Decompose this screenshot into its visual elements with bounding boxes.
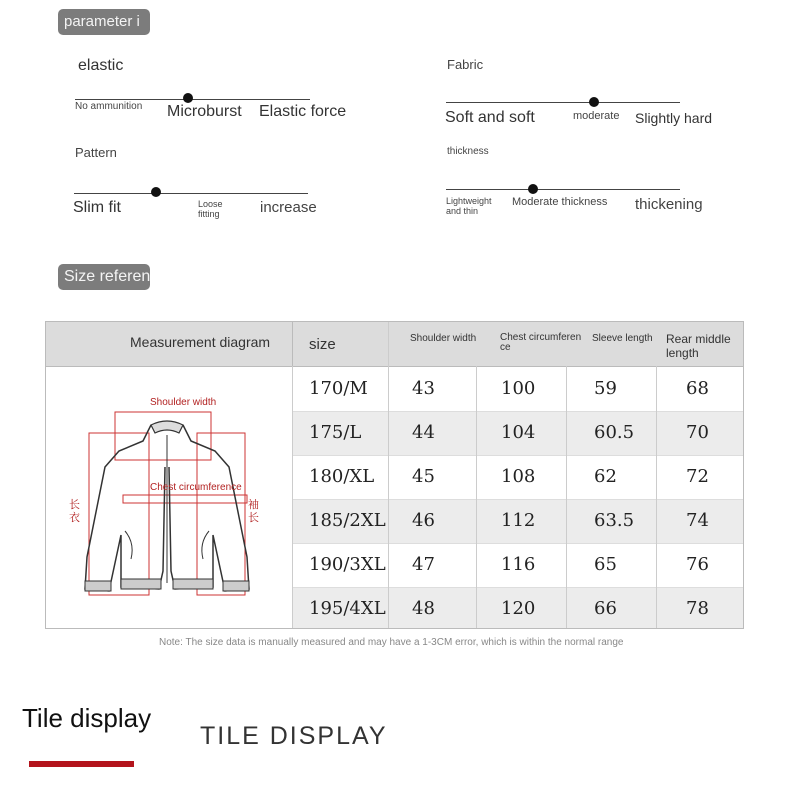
row-divider — [292, 499, 743, 500]
table-row — [292, 499, 743, 543]
elastic-knob — [183, 93, 193, 103]
elastic-option-3: Elastic force — [259, 103, 347, 120]
header-size: size — [309, 336, 336, 353]
right-vertical-text: 袖长 — [248, 499, 259, 524]
header-rear-middle-length: Rear middle length — [666, 332, 731, 360]
cell-rear: 72 — [686, 466, 709, 487]
elastic-label: elastic — [78, 57, 124, 74]
col-divider — [476, 366, 477, 628]
fabric-knob — [589, 97, 599, 107]
table-row — [292, 455, 743, 499]
cell-shoulder: 44 — [412, 422, 435, 443]
pattern-label: Pattern — [75, 145, 117, 160]
cell-chest: 100 — [501, 378, 536, 399]
header-chest-text: Chest circumference — [500, 332, 582, 353]
thickness-label: thickness — [447, 146, 489, 157]
fabric-track — [446, 102, 680, 103]
cell-size: 180/XL — [309, 466, 375, 487]
col-divider — [656, 366, 657, 628]
col-divider — [388, 322, 389, 628]
header-measurement-diagram: Measurement diagram — [130, 334, 271, 350]
col-divider — [566, 366, 567, 628]
parameter-section-title — [58, 9, 150, 35]
table-row — [292, 543, 743, 587]
cell-rear: 68 — [686, 378, 709, 399]
header-divider-1 — [292, 322, 293, 366]
table-row — [292, 587, 743, 628]
pattern-knob — [151, 187, 161, 197]
thickness-knob — [528, 184, 538, 194]
cell-chest: 104 — [501, 422, 536, 443]
size-note: Note: The size data is manually measured and may have a 1-3CM error, which is within the normal range — [159, 637, 624, 648]
thickness-option-3: thickening — [635, 196, 703, 213]
left-vertical-text: 长衣 — [69, 499, 80, 524]
tile-display-title: Tile display — [22, 703, 152, 733]
shoulder-width-label: Shoulder width — [150, 397, 217, 408]
cell-shoulder: 46 — [412, 510, 435, 531]
col-divider — [292, 366, 293, 628]
cell-size: 190/3XL — [309, 554, 386, 575]
elastic-option-2: Microburst — [167, 103, 242, 120]
cell-shoulder: 47 — [412, 554, 435, 575]
size-section-title — [58, 264, 150, 290]
fabric-label: Fabric — [447, 57, 484, 72]
tile-accent-bar — [29, 761, 134, 767]
table-header — [46, 322, 743, 367]
size-table — [45, 321, 744, 629]
cell-size: 185/2XL — [309, 510, 386, 531]
cell-sleeve: 63.5 — [594, 510, 635, 531]
cell-size: 175/L — [309, 422, 362, 443]
pattern-option-1: Slim fit — [73, 199, 121, 216]
cell-rear: 76 — [686, 554, 709, 575]
left-vertical-label — [69, 499, 81, 525]
row-divider — [292, 587, 743, 588]
tile-display-subtitle: TILE DISPLAY — [200, 722, 388, 750]
table-row — [292, 367, 743, 411]
cell-sleeve: 65 — [594, 554, 617, 575]
cell-shoulder: 48 — [412, 598, 435, 619]
cell-rear: 74 — [686, 510, 709, 531]
cell-shoulder: 45 — [412, 466, 435, 487]
header-sleeve-length: Sleeve length — [592, 333, 653, 344]
fabric-option-3: Slightly hard — [635, 110, 713, 126]
cell-rear: 70 — [686, 422, 709, 443]
cell-sleeve: 59 — [594, 378, 617, 399]
parameter-title-text: parameter i — [64, 13, 140, 30]
row-divider — [292, 411, 743, 412]
jacket-measurement-diagram — [47, 367, 292, 628]
elastic-option-1: No ammunition — [75, 101, 143, 112]
cell-chest: 108 — [501, 466, 536, 487]
thickness-option-1 — [446, 196, 508, 216]
thickness-option-2: Moderate thickness — [512, 196, 608, 208]
pattern-track — [74, 193, 308, 194]
header-shoulder-width: Shoulder width — [410, 333, 477, 344]
row-divider — [292, 543, 743, 544]
cell-size: 170/M — [309, 378, 368, 399]
cell-sleeve: 66 — [594, 598, 617, 619]
fabric-option-1: Soft and soft — [445, 109, 535, 126]
size-title-text: Size referen — [64, 268, 150, 285]
pattern-option-2 — [198, 199, 238, 219]
cell-chest: 120 — [501, 598, 536, 619]
thickness-option-1-text: Lightweight and thin — [446, 196, 492, 216]
header-chest-circumference — [500, 333, 586, 353]
row-divider — [292, 455, 743, 456]
cell-sleeve: 60.5 — [594, 422, 635, 443]
cell-sleeve: 62 — [594, 466, 617, 487]
thickness-track — [446, 189, 680, 190]
pattern-option-2-text: Loose fitting — [198, 199, 223, 219]
pattern-option-3: increase — [260, 199, 317, 216]
cell-shoulder: 43 — [412, 378, 435, 399]
chest-circumference-label: Chest circumference — [150, 482, 242, 493]
table-row — [292, 411, 743, 455]
cell-chest: 116 — [501, 554, 536, 575]
cell-chest: 112 — [501, 510, 536, 531]
fabric-option-2: moderate — [573, 110, 620, 122]
cell-size: 195/4XL — [309, 598, 386, 619]
right-vertical-label — [248, 499, 260, 525]
cell-rear: 78 — [686, 598, 709, 619]
